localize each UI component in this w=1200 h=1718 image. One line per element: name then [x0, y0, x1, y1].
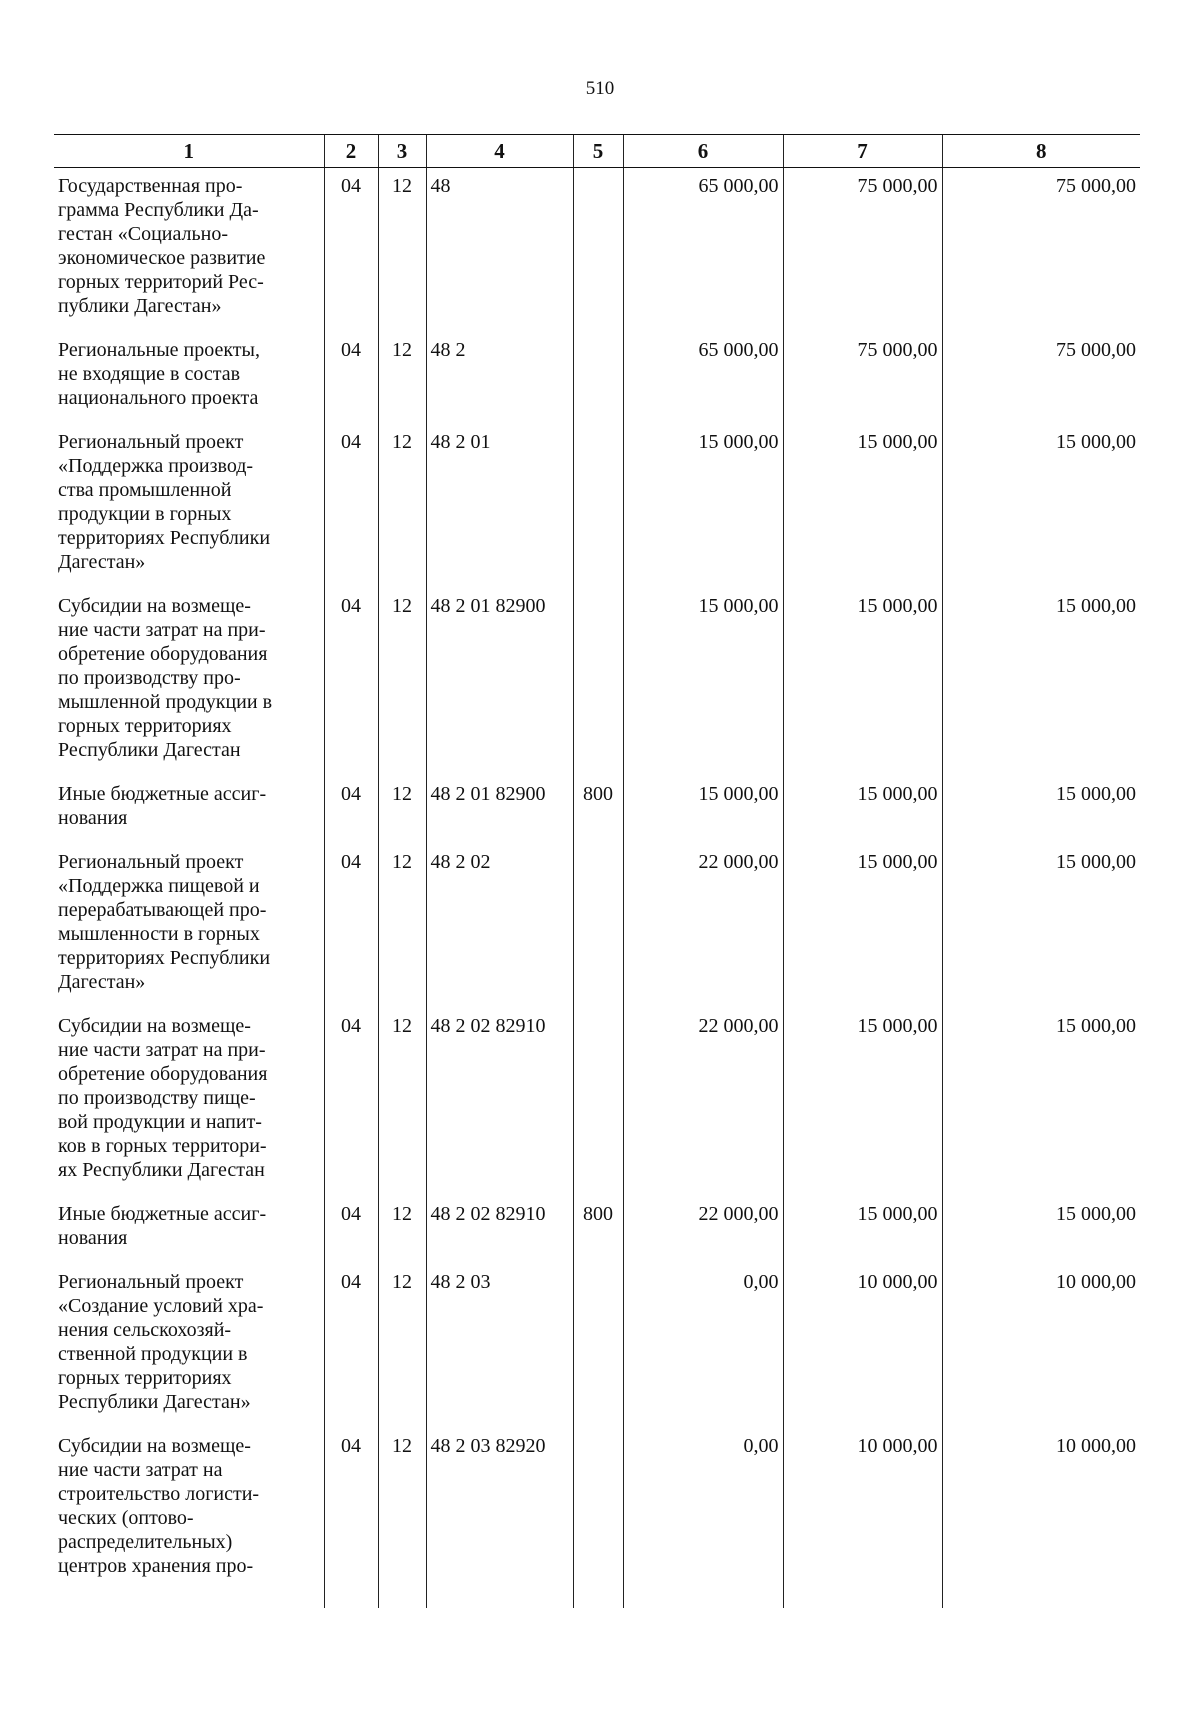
row-description: Иные бюджетные ассиг- нования: [58, 783, 267, 829]
table-row: [54, 168, 1140, 333]
target-article-code: 48 2 01 82900: [426, 588, 573, 776]
header-row: [54, 135, 1140, 168]
amount-col-7: 75 000,00: [783, 332, 942, 424]
table-row: [54, 332, 1140, 424]
row-description: Иные бюджетные ассиг- нования: [58, 1203, 267, 1249]
expense-type-code: [573, 1264, 623, 1428]
page-number: 510: [585, 78, 615, 99]
amount-col-8: 15 000,00: [942, 776, 1140, 844]
table-row: [54, 588, 1140, 776]
subsection-code: 12: [378, 1264, 426, 1428]
amount-col-8: 75 000,00: [942, 332, 1140, 424]
target-article-code: 48 2 01 82900: [426, 776, 573, 844]
section-code: 04: [324, 1264, 378, 1428]
target-article-code: 48 2 02: [426, 844, 573, 1008]
amount-col-6: 15 000,00: [623, 588, 783, 776]
amount-col-8: 15 000,00: [942, 588, 1140, 776]
table-row: [54, 844, 1140, 1008]
target-article-code: 48 2 01: [426, 424, 573, 588]
header-col-6: 6: [623, 135, 783, 168]
target-article-code: 48: [426, 168, 573, 333]
subsection-code: 12: [378, 1428, 426, 1608]
budget-table: [54, 134, 1140, 1608]
target-article-code: 48 2 03 82920: [426, 1428, 573, 1608]
section-code: 04: [324, 1428, 378, 1608]
expense-type-code: [573, 1008, 623, 1196]
amount-col-7: 75 000,00: [783, 168, 942, 333]
table-row: [54, 776, 1140, 844]
row-description: Региональный проект «Поддержка пищевой и перерабатывающей про- мышленности в горных территориях Республики Дагестан»: [58, 851, 271, 993]
amount-col-7: 15 000,00: [783, 844, 942, 1008]
section-code: 04: [324, 776, 378, 844]
row-description: Региональные проекты, не входящие в состав национального проекта: [58, 339, 260, 409]
header-col-8: 8: [942, 135, 1140, 168]
expense-type-code: 800: [573, 776, 623, 844]
amount-col-6: 22 000,00: [623, 1008, 783, 1196]
section-code: 04: [324, 332, 378, 424]
expense-type-code: [573, 588, 623, 776]
amount-col-6: 65 000,00: [623, 168, 783, 333]
target-article-code: 48 2 02 82910: [426, 1008, 573, 1196]
subsection-code: 12: [378, 168, 426, 333]
subsection-code: 12: [378, 1008, 426, 1196]
subsection-code: 12: [378, 588, 426, 776]
header-col-4: 4: [426, 135, 573, 168]
amount-col-6: 22 000,00: [623, 1196, 783, 1264]
expense-type-code: [573, 332, 623, 424]
amount-col-7: 15 000,00: [783, 776, 942, 844]
target-article-code: 48 2 03: [426, 1264, 573, 1428]
amount-col-8: 15 000,00: [942, 844, 1140, 1008]
table-row: [54, 1264, 1140, 1428]
header-col-3: 3: [378, 135, 426, 168]
header-col-7: 7: [783, 135, 942, 168]
amount-col-7: 15 000,00: [783, 1196, 942, 1264]
amount-col-7: 15 000,00: [783, 1008, 942, 1196]
section-code: 04: [324, 844, 378, 1008]
row-description: Региональный проект «Создание условий хра- нения сельскохозяй- ственной продукции в горных территориях Республики Дагестан»: [58, 1271, 264, 1413]
row-description: Региональный проект «Поддержка производ- ства промышленной продукции в горных территориях Республики Дагестан»: [58, 431, 271, 573]
amount-col-8: 15 000,00: [942, 424, 1140, 588]
section-code: 04: [324, 168, 378, 333]
table-row: [54, 1008, 1140, 1196]
target-article-code: 48 2 02 82910: [426, 1196, 573, 1264]
amount-col-7: 10 000,00: [783, 1428, 942, 1608]
amount-col-8: 15 000,00: [942, 1196, 1140, 1264]
amount-col-6: 0,00: [623, 1428, 783, 1608]
expense-type-code: [573, 844, 623, 1008]
amount-col-8: 10 000,00: [942, 1428, 1140, 1608]
table-row: [54, 1428, 1140, 1608]
amount-col-6: 15 000,00: [623, 776, 783, 844]
section-code: 04: [324, 424, 378, 588]
expense-type-code: [573, 424, 623, 588]
expense-type-code: 800: [573, 1196, 623, 1264]
table-row: [54, 424, 1140, 588]
header-col-1: 1: [54, 135, 324, 168]
amount-col-8: 10 000,00: [942, 1264, 1140, 1428]
section-code: 04: [324, 588, 378, 776]
table-body: [54, 168, 1140, 1609]
subsection-code: 12: [378, 844, 426, 1008]
expense-type-code: [573, 168, 623, 333]
amount-col-6: 22 000,00: [623, 844, 783, 1008]
header-col-5: 5: [573, 135, 623, 168]
subsection-code: 12: [378, 1196, 426, 1264]
amount-col-6: 0,00: [623, 1264, 783, 1428]
amount-col-6: 65 000,00: [623, 332, 783, 424]
expense-type-code: [573, 1428, 623, 1608]
amount-col-8: 15 000,00: [942, 1008, 1140, 1196]
subsection-code: 12: [378, 776, 426, 844]
table-row: [54, 1196, 1140, 1264]
amount-col-8: 75 000,00: [942, 168, 1140, 333]
amount-col-7: 15 000,00: [783, 424, 942, 588]
subsection-code: 12: [378, 332, 426, 424]
amount-col-6: 15 000,00: [623, 424, 783, 588]
amount-col-7: 15 000,00: [783, 588, 942, 776]
header-col-2: 2: [324, 135, 378, 168]
section-code: 04: [324, 1196, 378, 1264]
row-description: Государственная про- грамма Республики Да- гестан «Социально- экономическое развитие горных территорий Рес- публики Дагестан»: [58, 175, 266, 317]
section-code: 04: [324, 1008, 378, 1196]
subsection-code: 12: [378, 424, 426, 588]
row-description: Субсидии на возмеще- ние части затрат на при- обретение оборудования по производству про- мышленной продукции в горных территориях Республики Дагестан: [58, 595, 273, 761]
row-description: Субсидии на возмеще- ние части затрат на строительство логисти- ческих (оптово- распределительных) центров хранения про-: [58, 1435, 260, 1577]
row-description: Субсидии на возмеще- ние части затрат на при- обретение оборудования по производству пище- вой продукции и напит- ков в горных территори- ях Республики Дагестан: [58, 1015, 268, 1181]
amount-col-7: 10 000,00: [783, 1264, 942, 1428]
target-article-code: 48 2: [426, 332, 573, 424]
